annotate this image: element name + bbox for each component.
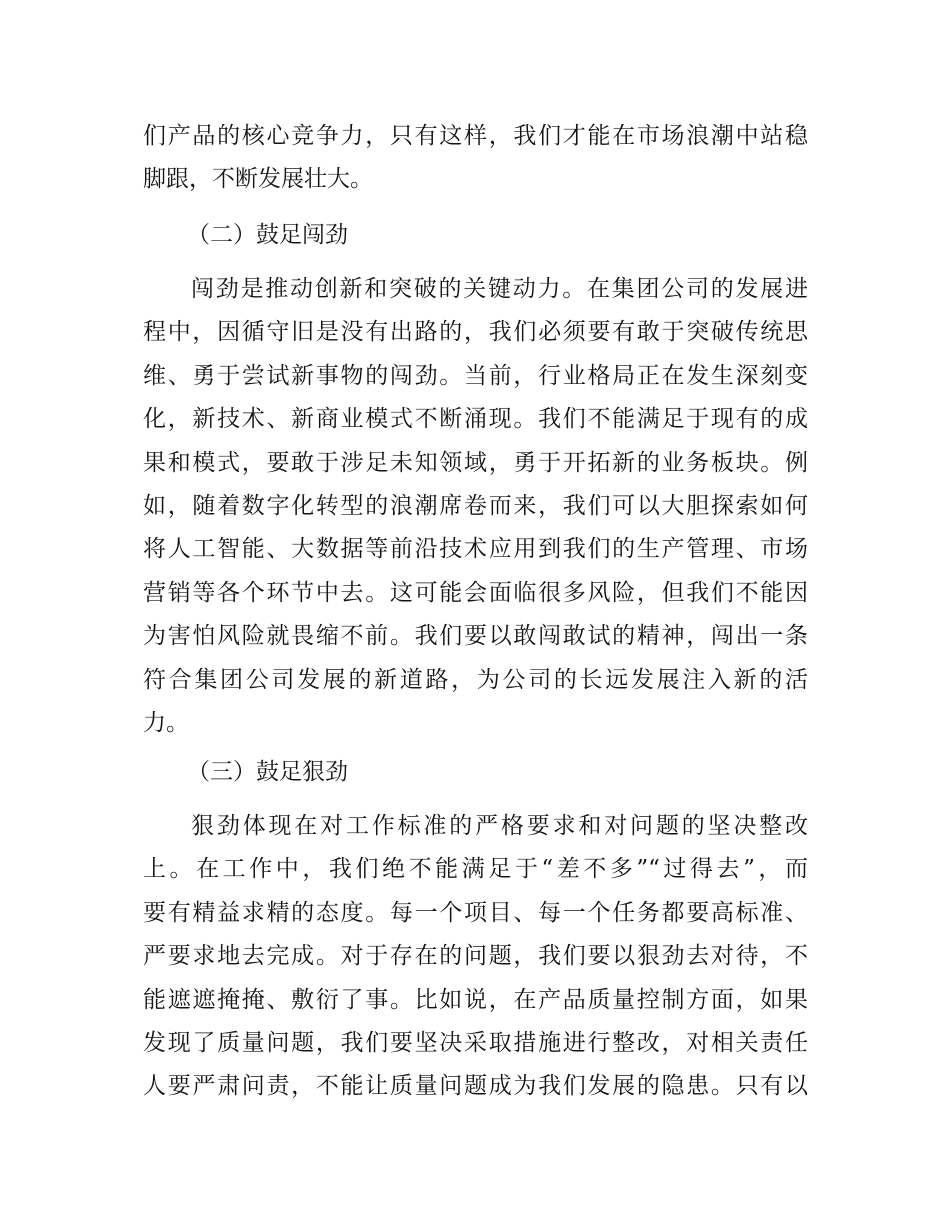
paragraph-line: 如，随着数字化转型的浪潮席卷而来，我们可以大胆探索如何 bbox=[143, 492, 808, 519]
section-two-paragraph bbox=[143, 268, 808, 745]
paragraph-line: 维、勇于尝试新事物的闯劲。当前，行业格局正在发生深刻变 bbox=[143, 362, 808, 389]
paragraph-line: 程中，因循守旧是没有出路的，我们必须要有敢于突破传统思 bbox=[143, 319, 808, 346]
section-three-paragraph bbox=[143, 805, 808, 1109]
paragraph-line: 狠劲体现在对工作标准的严格要求和对问题的坚决整改 bbox=[191, 813, 808, 839]
paragraph-line: 上。在工作中，我们绝不能满足于“差不多”“过得去”，而 bbox=[143, 856, 808, 883]
paragraph-line: 人要严肃问责，不能让质量问题成为我们发展的隐患。只有以 bbox=[143, 1073, 808, 1100]
section-heading: （三）鼓足狠劲 bbox=[187, 759, 348, 785]
paragraph-line: 将人工智能、大数据等前沿技术应用到我们的生产管理、市场 bbox=[143, 536, 808, 563]
section-heading: （二）鼓足闯劲 bbox=[187, 222, 348, 248]
paragraph-line: 化，新技术、新商业模式不断涌现。我们不能满足于现有的成 bbox=[143, 406, 808, 433]
paragraph-line: 严要求地去完成。对于存在的问题，我们要以狠劲去对待，不 bbox=[143, 943, 808, 970]
paragraph-line: 为害怕风险就畏缩不前。我们要以敢闯敢试的精神，闯出一条 bbox=[143, 623, 808, 650]
paragraph-line: 们产品的核心竞争力，只有这样，我们才能在市场浪潮中站稳 bbox=[143, 123, 808, 149]
paragraph-line: 闯劲是推动创新和突破的关键动力。在集团公司的发展进 bbox=[191, 276, 808, 302]
paragraph-line: 力。 bbox=[143, 709, 189, 736]
paragraph-line: 要有精益求精的态度。每一个项目、每一个任务都要高标准、 bbox=[143, 899, 808, 926]
section-three-heading-block bbox=[143, 751, 808, 794]
paragraph-line: 发现了质量问题，我们要坚决采取措施进行整改，对相关责任 bbox=[143, 1029, 808, 1056]
continued-paragraph bbox=[143, 115, 808, 202]
section-two-heading-block bbox=[143, 214, 808, 257]
paragraph-line: 脚跟，不断发展壮大。 bbox=[143, 166, 373, 193]
paragraph-line: 果和模式，要敢于涉足未知领域，勇于开拓新的业务板块。例 bbox=[143, 449, 808, 476]
paragraph-line: 能遮遮掩掩、敷衍了事。比如说，在产品质量控制方面，如果 bbox=[143, 986, 808, 1013]
paragraph-line: 营销等各个环节中去。这可能会面临很多风险，但我们不能因 bbox=[143, 579, 808, 606]
paragraph-line: 符合集团公司发展的新道路，为公司的长远发展注入新的活 bbox=[143, 666, 808, 693]
